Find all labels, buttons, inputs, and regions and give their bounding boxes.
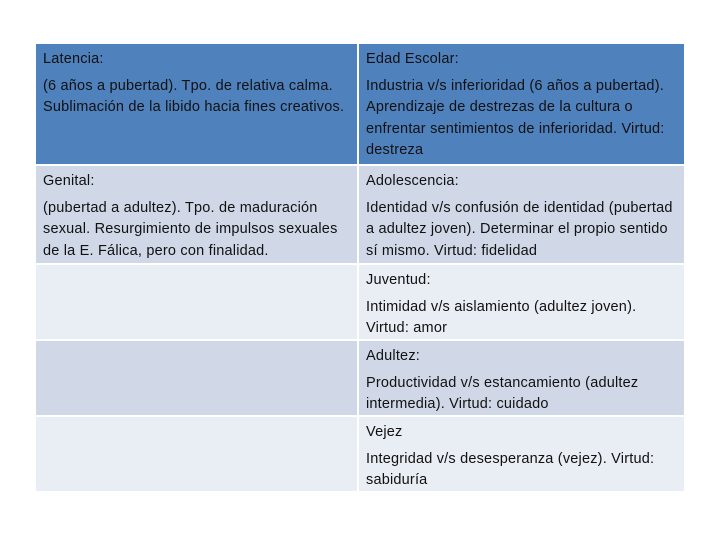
cell-text: (6 años a pubertad). Tpo. de relativa calma. Sublimación de la libido hacia fines creativos. bbox=[43, 77, 345, 115]
cell-text: Productividad v/s estancamiento (adultez intermedia). Virtud: cuidado bbox=[366, 374, 639, 412]
cell-title: Genital: bbox=[43, 173, 95, 189]
cell-text: (pubertad a adultez). Tpo. de maduración sexual. Resurgimiento de impulsos sexuales de la E. Fálica, pero con finalidad. bbox=[43, 199, 338, 259]
table-cell-edad-escolar bbox=[359, 44, 684, 164]
table-row bbox=[36, 44, 684, 164]
table-row bbox=[36, 265, 684, 339]
cell-title: Edad Escolar: bbox=[366, 51, 459, 67]
stages-table bbox=[36, 44, 684, 493]
cell-title: Adultez: bbox=[366, 348, 420, 364]
table-row bbox=[36, 341, 684, 415]
table-row bbox=[36, 166, 684, 263]
table-cell-empty bbox=[36, 265, 357, 339]
table-row bbox=[36, 417, 684, 491]
cell-text: Intimidad v/s aislamiento (adultez joven). Virtud: amor bbox=[366, 298, 637, 336]
table-cell-juventud bbox=[359, 265, 684, 339]
cell-text: Industria v/s inferioridad (6 años a pubertad). Aprendizaje de destrezas de la cultura o enfrentar sentimientos de inferioridad. Virtud: destreza bbox=[366, 77, 665, 158]
cell-text: Identidad v/s confusión de identidad (pubertad a adultez joven). Determinar el propio sentido sí mismo. Virtud: fidelidad bbox=[366, 199, 673, 259]
cell-title: Juventud: bbox=[366, 272, 431, 288]
table-cell-adolescencia bbox=[359, 166, 684, 263]
table-cell-empty bbox=[36, 417, 357, 491]
cell-title: Adolescencia: bbox=[366, 173, 459, 189]
table-cell-empty bbox=[36, 341, 357, 415]
cell-title: Vejez bbox=[366, 424, 403, 440]
table-cell-vejez bbox=[359, 417, 684, 491]
table-cell-genital bbox=[36, 166, 357, 263]
cell-title: Latencia: bbox=[43, 51, 104, 67]
cell-text: Integridad v/s desesperanza (vejez). Virtud: sabiduría bbox=[366, 450, 655, 488]
table-cell-latencia bbox=[36, 44, 357, 164]
table-cell-adultez bbox=[359, 341, 684, 415]
